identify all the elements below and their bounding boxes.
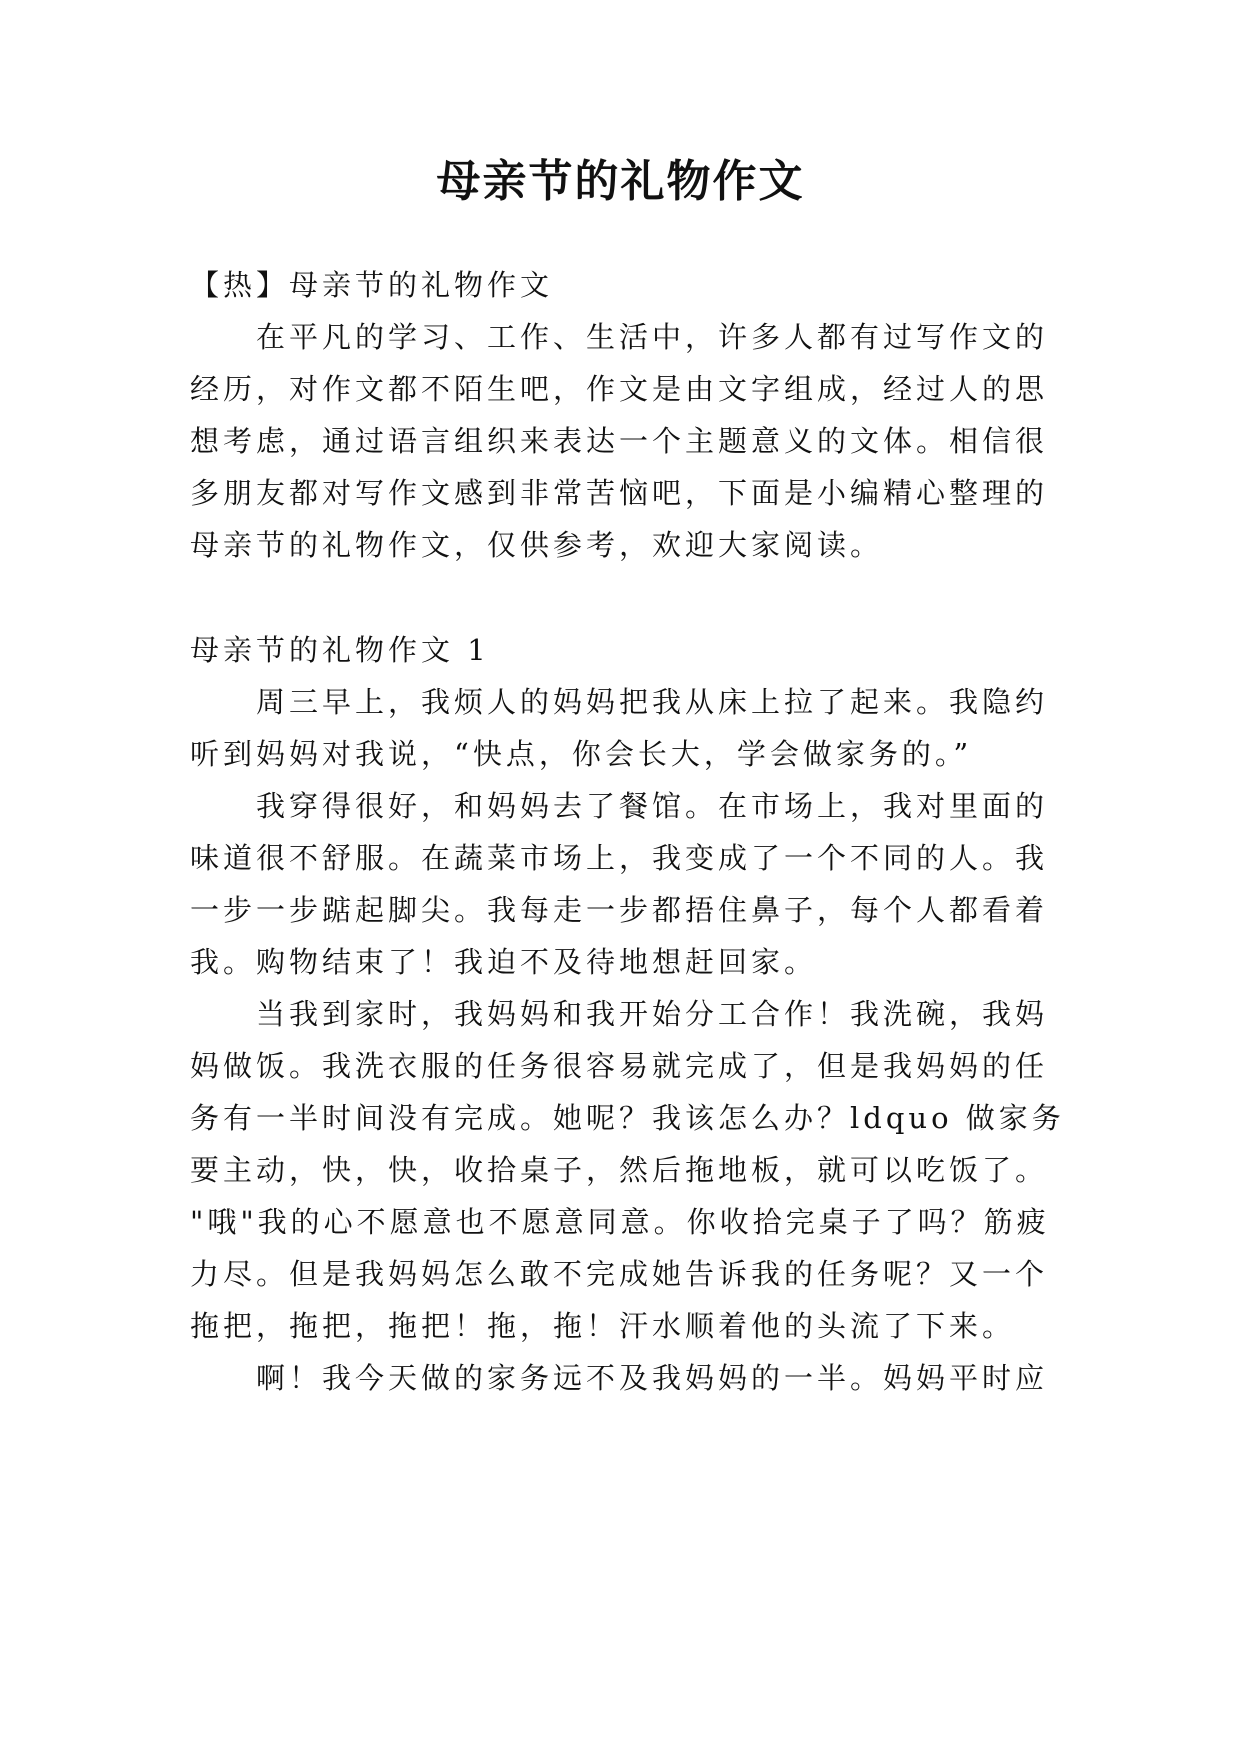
body-line: 一步一步踮起脚尖。我每走一步都捂住鼻子，每个人都看着	[190, 893, 1049, 927]
body-line: 当我到家时，我妈妈和我开始分工合作！我洗碗，我妈	[256, 997, 1049, 1031]
body-line: 我。购物结束了！我迫不及待地想赶回家。	[190, 945, 818, 979]
intro-line: 多朋友都对写作文感到非常苦恼吧，下面是小编精心整理的	[190, 476, 1049, 510]
body-line: 妈做饭。我洗衣服的任务很容易就完成了，但是我妈妈的任	[190, 1049, 1049, 1083]
body-line: 拖把，拖把，拖把！拖，拖！汗水顺着他的头流了下来。	[190, 1309, 1016, 1343]
body-line: "哦"我的心不愿意也不愿意同意。你收拾完桌子了吗？筋疲	[190, 1205, 1050, 1239]
body-line: 力尽。但是我妈妈怎么敢不完成她告诉我的任务呢？又一个	[190, 1257, 1049, 1291]
body-line: 周三早上，我烦人的妈妈把我从床上拉了起来。我隐约	[256, 685, 1049, 719]
body-line: 我穿得很好，和妈妈去了餐馆。在市场上，我对里面的	[256, 789, 1049, 823]
body-line: 啊！我今天做的家务远不及我妈妈的一半。妈妈平时应	[256, 1361, 1049, 1395]
intro-line: 母亲节的礼物作文，仅供参考，欢迎大家阅读。	[190, 528, 884, 562]
document-subtitle: 【热】母亲节的礼物作文	[190, 268, 554, 302]
section-heading: 母亲节的礼物作文 1	[190, 633, 490, 667]
body-line: 务有一半时间没有完成。她呢？我该怎么办？ldquo 做家务	[190, 1101, 1065, 1135]
intro-line: 想考虑，通过语言组织来表达一个主题意义的文体。相信很	[190, 424, 1049, 458]
intro-line: 经历，对作文都不陌生吧，作文是由文字组成，经过人的思	[190, 372, 1049, 406]
body-line: 要主动，快，快，收拾桌子，然后拖地板，就可以吃饭了。	[190, 1153, 1049, 1187]
document-title: 母亲节的礼物作文	[436, 156, 805, 207]
intro-line: 在平凡的学习、工作、生活中，许多人都有过写作文的	[256, 320, 1049, 354]
body-line: 听到妈妈对我说，“快点，你会长大，学会做家务的。”	[190, 737, 973, 771]
body-line: 味道很不舒服。在蔬菜市场上，我变成了一个不同的人。我	[190, 841, 1049, 875]
